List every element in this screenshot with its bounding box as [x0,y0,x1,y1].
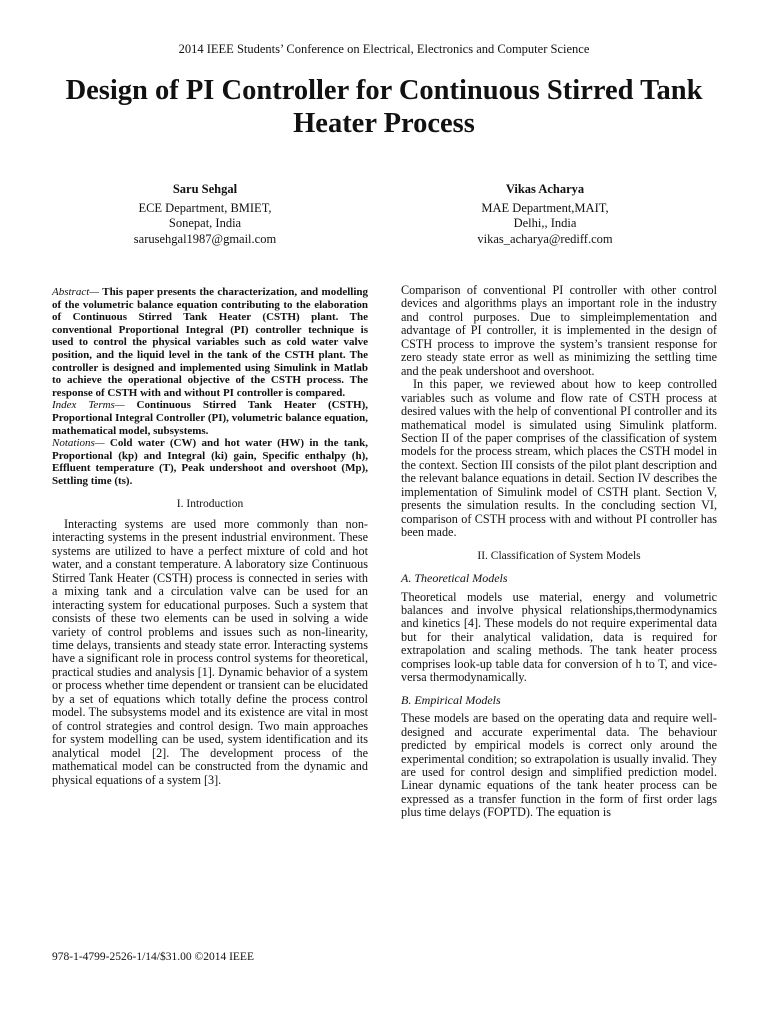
introduction-paragraph: Interacting systems are used more commonly than non-interacting systems in the present industrial environment. These systems are utilized to have a perfect mixture of cold and hot water, and a constant temperature. A laboratory size Continuous Stirred Tank Heater (CSTH) process is connected in series with a mixing tank and a circulation valve can be used for an interacting system for educational purposes. Such a system that consists of these two elements can be used in solving a wide variety of control problems and issues such as non-linearity, time delays, transients and steady state error. Interacting systems have a significant role in process control systems for theoretical, practical studies and analysis [1]. Dynamic behavior of a system or process whether time dependent or transient can be elucidated by a set of equations which totally define the process control model. The subsystems model and its existence are vital in most of control strategies and control design. Two main approaches for system modelling can be used, system identification and its analytical model [2]. The development process of the mathematical model can be constructed from the dynamic and physical equations of a system [3]. [52,516,368,787]
notations [52,437,368,487]
body-paragraph: In this paper, we reviewed about how to keep controlled variables such as volume and flow rate of CSTH process at desired values with the help of conventional PI controller and its mathematical model is simulated using Simulink platform. Section II of the paper comprises of the classification of system models for the process stream, which places the CSTH model in the context. Section III consists of the pilot plant description and the relevant balance equations in detail. Section IV describes the implementation of Simulink model of CSTH plant. Section V, presents the simulation results. In the concluding section VI, comparison of CSTH process with and without PI controller has been made. [401,377,717,540]
subsection-heading-theoretical: A. Theoretical Models [401,571,508,586]
index-terms [52,399,368,437]
left-column [52,286,368,787]
theoretical-models-paragraph: Theoretical models use material, energy and volumetric balances and involve physical relationships,thermodynamics and kinetics [4]. These models do not require experimental data but for their analytical validation, data is required for extrapolation and scaling methods. The tank heater process comprises look-up table data for conversion of h to T, and vice-versa thermodynamically. [401,589,717,685]
author-block [85,182,325,247]
author-name: Saru Sehgal [172,182,238,196]
author-block [425,182,665,247]
index-terms-label: Index Terms— [52,399,125,412]
notations-label: Notations— [52,437,105,450]
abstract [52,286,368,399]
empirical-models-paragraph: These models are based on the operating data and require well-designed and accurate experimental data. The behaviour predicted by empirical models is correct only around the experimental condition; so extrapolation is usually invalid. They are used for control design and simplified prediction model. Linear dynamic equations of the tank heater process can be expressed as a transfer function in the form of first order lags plus time delays (FOPTD). The equation is [401,711,717,820]
author-department: MAE Department,MAIT, [481,200,609,215]
author-name: Vikas Acharya [505,182,585,196]
author-email: sarusehgal1987@gmail.com [133,231,277,246]
author-location: Delhi,, India [513,216,577,230]
subsection-heading-empirical: B. Empirical Models [401,692,501,707]
author-department: ECE Department, BMIET, [138,200,272,215]
abstract-text: This paper presents the characterization, and modelling of the volumetric balance equation contributing to the elaboration of Continuous Stirred Tank Heater (CSTH) plant. The conventional Proportional Integral (PI) controller technique is used to control the physical variables such as cold water valve position, and the liquid level in the tank of the CSTH plant. The controller is designed and implemented using Simulink in Matlab to achieve the operational objective of the CSTH process. The response of CSTH with and without PI controller is compared. [52,286,368,399]
right-column [401,284,717,820]
section-heading-classification: II. Classification of System Models [477,549,641,562]
author-email: vikas_acharya@rediff.com [477,231,613,246]
section-heading-introduction: I. Introduction [176,497,244,510]
abstract-label: Abstract— [52,286,100,298]
paper-title: Design of PI Controller for Continuous Stirred Tank Heater Process [65,75,703,139]
conference-header: 2014 IEEE Students’ Conference on Electrical, Electronics and Computer Science [178,42,590,56]
copyright-footer: 978-1-4799-2526-1/14/$31.00 ©2014 IEEE [52,951,254,963]
index-terms-text: Continuous Stirred Tank Heater (CSTH), Proportional Integral Controller (PI), volumetric balance equation, mathematical model, subsystems. [52,399,368,437]
body-paragraph: Comparison of conventional PI controller with other control devices and algorithms plays an important role in the industry and control purposes. Due to simpleimplementation and advantage of PI controller, it is implemented in the design of CSTH process to improve the system’s transient response for zero steady state error as well as minimizing the settling time and the peak undershoot and overshoot. [401,283,717,378]
notations-text: Cold water (CW) and hot water (HW) in the tank, Proportional (kp) and Integral (ki) gain, Specific enthalpy (h), Effluent temperature (T), Peak undershoot and overshoot (Mp), Settling time (ts). [52,437,368,487]
author-location: Sonepat, India [168,216,242,230]
